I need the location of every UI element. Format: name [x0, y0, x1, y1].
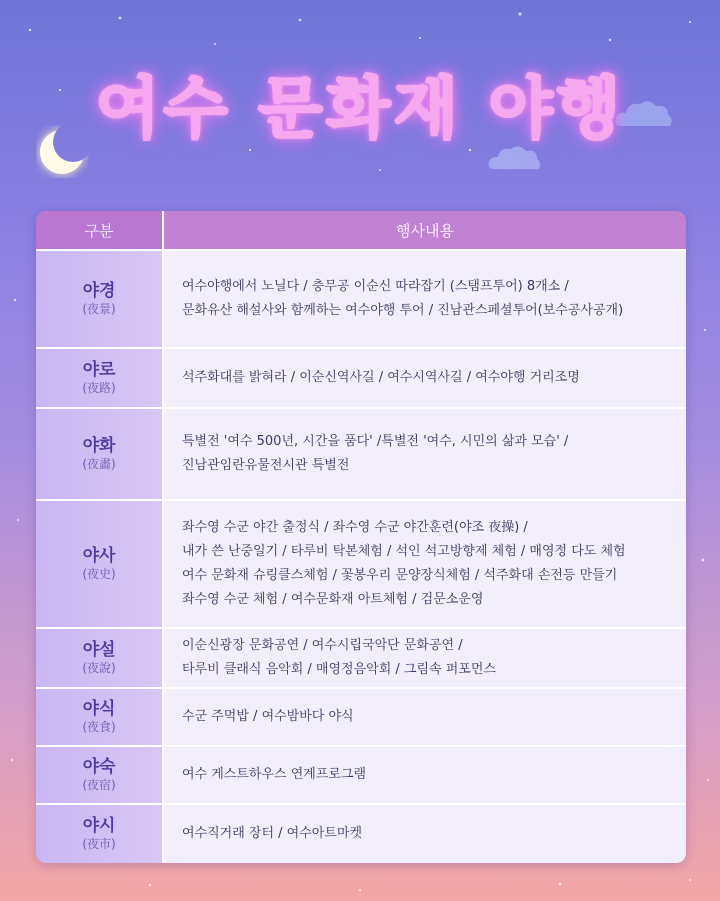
category-hanja: (夜景)	[82, 302, 116, 316]
category-cell	[36, 805, 164, 863]
content-line: 진남관임란유물전시관 특별전	[182, 458, 350, 473]
category-cell	[36, 689, 164, 747]
table-row	[36, 501, 686, 629]
category-hanja: (夜市)	[82, 837, 116, 851]
content-line: 여수야행에서 노닐다 / 충무공 이순신 따라잡기 (스탬프투어) 8개소 /	[182, 279, 569, 294]
content-line: 석주화대를 밝혀라 / 이순신역사길 / 여수시역사길 / 여수야행 거리조명	[182, 370, 580, 385]
event-table	[36, 211, 686, 863]
table-row	[36, 409, 686, 501]
content-cell	[164, 629, 686, 689]
category-hanja: (夜說)	[82, 661, 116, 675]
category-hanja: (夜史)	[82, 567, 116, 581]
category-name: 야화	[82, 436, 116, 456]
table-header-row	[36, 211, 686, 251]
content-line: 이순신광장 문화공연 / 여수시립국악단 문화공연 /	[182, 638, 463, 653]
category-name: 야식	[82, 699, 116, 719]
content-line: 여수 문화재 슈링클스체험 / 꽃봉우리 문양장식체험 / 석주화대 손전등 만들기	[182, 568, 618, 583]
page-title: 여수 문화재 야행	[95, 70, 625, 147]
content-cell	[164, 805, 686, 863]
category-cell	[36, 349, 164, 409]
content-cell	[164, 501, 686, 629]
category-name: 야숙	[82, 757, 116, 777]
table-row	[36, 349, 686, 409]
header-content: 행사내용	[164, 211, 686, 251]
category-hanja: (夜畵)	[82, 457, 116, 471]
content-line: 내가 쓴 난중일기 / 타루비 탁본체험 / 석인 석고방향제 체험 / 매영정 다도 체험	[182, 544, 626, 559]
category-hanja: (夜宿)	[82, 778, 116, 792]
category-name: 야사	[82, 546, 116, 566]
content-cell	[164, 747, 686, 805]
content-line: 타루비 클래식 음악회 / 매영정음악회 / 그림속 퍼포먼스	[182, 662, 496, 677]
content-cell	[164, 689, 686, 747]
content-line: 좌수영 수군 야간 출정식 / 좌수영 수군 야간훈련(야조 夜操) /	[182, 520, 528, 535]
content-line: 여수직거래 장터 / 여수아트마켓	[182, 826, 363, 841]
table-row	[36, 747, 686, 805]
content-line: 여수 게스트하우스 연계프로그램	[182, 767, 367, 782]
table-row	[36, 805, 686, 863]
category-cell	[36, 501, 164, 629]
category-name: 야경	[82, 281, 116, 301]
header-category: 구분	[36, 211, 164, 251]
content-line: 특별전 '여수 500년, 시간을 품다' /특별전 '여수, 시민의 삶과 모습' /	[182, 434, 569, 449]
category-cell	[36, 409, 164, 501]
content-cell	[164, 349, 686, 409]
category-name: 야로	[82, 360, 116, 380]
table-row	[36, 251, 686, 349]
table-row	[36, 629, 686, 689]
category-cell	[36, 251, 164, 349]
content-line: 좌수영 수군 체험 / 여수문화재 아트체험 / 검문소운영	[182, 592, 484, 607]
content-cell	[164, 251, 686, 349]
category-cell	[36, 629, 164, 689]
category-cell	[36, 747, 164, 805]
table-row	[36, 689, 686, 747]
category-hanja: (夜食)	[82, 720, 116, 734]
category-hanja: (夜路)	[82, 381, 116, 395]
content-cell	[164, 409, 686, 501]
content-line: 수군 주먹밥 / 여수밤바다 야식	[182, 709, 354, 724]
category-name: 야시	[82, 816, 116, 836]
content-line: 문화유산 해설사와 함께하는 여수야행 투어 / 진남관스페셜투어(보수공사공개)	[182, 303, 624, 318]
category-name: 야설	[82, 640, 116, 660]
